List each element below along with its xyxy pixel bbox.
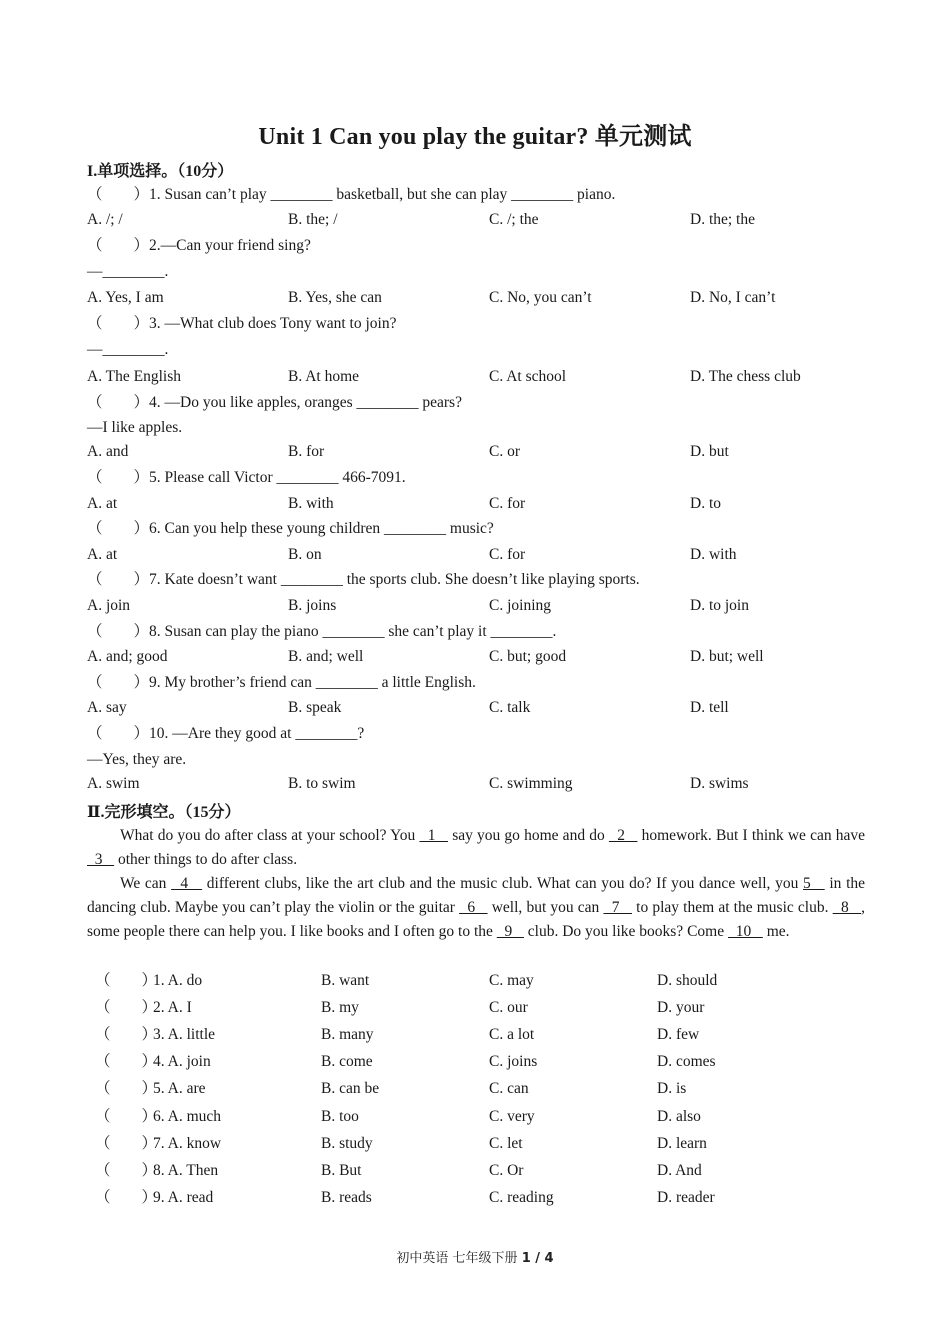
answer-bracket[interactable]: （ ） xyxy=(95,972,158,989)
question-stem: 5. Please call Victor ________ 466-7091. xyxy=(149,469,406,486)
option-b[interactable]: B. to swim xyxy=(288,775,356,792)
question-stem: 3. —What club does Tony want to join? xyxy=(149,315,397,332)
option-a[interactable]: A. /; / xyxy=(87,211,123,228)
option-d[interactable]: D. tell xyxy=(690,699,729,716)
option-c[interactable]: C. swimming xyxy=(489,775,573,792)
cloze-paragraph-2 xyxy=(87,872,865,945)
question-2 xyxy=(87,236,311,256)
question-stem: 2.—Can your friend sing? xyxy=(149,237,311,254)
option-c[interactable]: C. but; good xyxy=(489,648,567,665)
blank-3: 3 xyxy=(87,851,115,869)
blank-9: 9 xyxy=(496,923,524,941)
question-10 xyxy=(87,724,364,744)
option-b[interactable]: B. Yes, she can xyxy=(288,289,382,306)
option-b[interactable]: B. on xyxy=(288,546,322,563)
answer-bracket[interactable]: （ ） xyxy=(87,237,150,254)
question-5 xyxy=(87,468,406,488)
options-row xyxy=(0,698,950,718)
blank-2: 2 xyxy=(608,827,638,844)
answer-bracket[interactable]: （ ） xyxy=(95,1026,158,1044)
option-d[interactable]: D. reader xyxy=(657,1188,715,1206)
passage-text: What do you do after class at your school? You xyxy=(120,827,420,844)
option-d[interactable]: D. with xyxy=(690,546,737,563)
question-7 xyxy=(87,570,640,590)
option-a[interactable]: A. The English xyxy=(87,368,181,385)
passage-text: We can xyxy=(120,875,172,892)
option-a[interactable]: A. and xyxy=(87,443,129,460)
option-c[interactable]: C. At school xyxy=(489,368,567,385)
answer-bracket[interactable]: （ ） xyxy=(95,999,158,1017)
answer-bracket[interactable]: （ ） xyxy=(95,1053,158,1071)
blank-5: 5 xyxy=(802,875,825,892)
option-a[interactable]: A. Yes, I am xyxy=(87,289,164,306)
page-footer xyxy=(0,1247,950,1266)
answer-bracket[interactable]: （ ） xyxy=(87,725,150,742)
cloze-question-3 xyxy=(0,1025,950,1045)
option-b[interactable]: B. for xyxy=(288,443,325,460)
option-c[interactable]: C. for xyxy=(489,546,526,563)
option-c[interactable]: C. or xyxy=(489,443,520,460)
passage-text: different clubs, like the art club and the music club. What can you do? If you dance well, you xyxy=(202,875,803,892)
cloze-question-1 xyxy=(0,971,950,991)
option-c[interactable]: C. reading xyxy=(489,1188,554,1206)
option-d[interactable]: D. to join xyxy=(690,597,749,614)
option-c[interactable]: C. joining xyxy=(489,597,552,614)
option-d[interactable]: D. but; well xyxy=(690,648,764,665)
answer-bracket[interactable]: （ ） xyxy=(95,1080,158,1098)
option-c[interactable]: C. our xyxy=(489,999,528,1017)
footer-label: 初中英语 七年级下册 xyxy=(396,1251,522,1266)
option-a[interactable]: A. say xyxy=(87,699,127,716)
answer-bracket[interactable]: （ ） xyxy=(87,571,150,588)
option-d[interactable]: D. few xyxy=(657,1026,700,1044)
passage-text: to play them at the music club. xyxy=(631,899,833,917)
cloze-question-5 xyxy=(0,1079,950,1099)
option-c[interactable]: C. No, you can’t xyxy=(489,289,592,306)
option-a[interactable]: 4. A. join xyxy=(153,1053,211,1071)
option-d[interactable]: D. The chess club xyxy=(690,368,801,385)
passage-text: club. Do you like books? Come xyxy=(523,923,728,941)
option-b[interactable]: B. study xyxy=(321,1134,373,1152)
answer-bracket[interactable]: （ ） xyxy=(95,1161,158,1179)
passage-text: in the dancing club. Maybe you can’t play the violin or the guitar xyxy=(87,875,866,917)
option-a[interactable]: 7. A. know xyxy=(153,1134,222,1152)
question-stem: 6. Can you help these young children ________ music? xyxy=(149,520,494,537)
options-row xyxy=(0,545,950,565)
passage-text: say you go home and do xyxy=(448,827,609,844)
question-response-line: —I like apples. xyxy=(87,419,183,436)
answer-bracket[interactable]: （ ） xyxy=(95,1188,158,1206)
option-d[interactable]: D. comes xyxy=(657,1053,716,1071)
options-row xyxy=(0,647,950,667)
options-row xyxy=(0,367,950,387)
option-d[interactable]: D. should xyxy=(657,972,718,989)
option-c[interactable]: C. very xyxy=(489,1107,535,1125)
blank-6: 6 xyxy=(459,899,488,917)
blank-10: 10 xyxy=(727,923,763,941)
option-d[interactable]: D. your xyxy=(657,999,705,1017)
option-b[interactable]: B. speak xyxy=(288,699,342,716)
option-a[interactable]: A. and; good xyxy=(87,648,168,665)
option-b[interactable]: B. reads xyxy=(321,1188,372,1206)
option-a[interactable]: 9. A. read xyxy=(153,1188,214,1206)
question-stem: 10. —Are they good at ________? xyxy=(149,725,365,742)
page-number: 1 / 4 xyxy=(521,1251,554,1266)
question-response-line: —Yes, they are. xyxy=(87,751,187,768)
option-c[interactable]: C. let xyxy=(489,1134,523,1152)
option-d[interactable]: D. learn xyxy=(657,1134,707,1152)
option-c[interactable]: C. for xyxy=(489,495,526,512)
option-d[interactable]: D. to xyxy=(690,495,721,512)
blank-8: 8 xyxy=(832,899,862,917)
option-b[interactable]: B. But xyxy=(321,1161,362,1179)
option-c[interactable]: C. can xyxy=(489,1080,529,1098)
cloze-question-4 xyxy=(0,1052,950,1072)
answer-bracket[interactable]: （ ） xyxy=(87,186,150,203)
option-c[interactable]: C. joins xyxy=(489,1053,538,1071)
question-stem: 8. Susan can play the piano ________ she can’t play it ________. xyxy=(149,623,557,640)
options-row xyxy=(0,774,950,794)
option-d[interactable]: D. the; the xyxy=(690,211,755,228)
option-d[interactable]: D. No, I can’t xyxy=(690,289,776,306)
options-row xyxy=(0,494,950,514)
option-b[interactable]: B. the; / xyxy=(288,211,338,228)
option-b[interactable]: B. and; well xyxy=(288,648,364,665)
question-8 xyxy=(87,622,556,642)
section-heading-cloze: Ⅱ.完形填空。（15分） xyxy=(87,804,241,821)
blank-7: 7 xyxy=(603,899,632,917)
question-stem: 7. Kate doesn’t want ________ the sports club. She doesn’t like playing sports. xyxy=(149,571,640,588)
page-title: Unit 1 Can you play the guitar? 单元测试 xyxy=(258,124,692,150)
question-stem: 9. My brother’s friend can ________ a little English. xyxy=(149,674,476,691)
option-a[interactable]: 2. A. I xyxy=(153,999,192,1017)
option-b[interactable]: B. At home xyxy=(288,368,360,385)
answer-bracket[interactable]: （ ） xyxy=(87,469,150,486)
question-stem: 1. Susan can’t play ________ basketball, but she can play ________ piano. xyxy=(149,186,616,203)
option-a[interactable]: 3. A. little xyxy=(153,1026,215,1044)
cloze-question-9 xyxy=(0,1188,950,1208)
option-d[interactable]: D. And xyxy=(657,1161,702,1179)
passage-text: me. xyxy=(762,923,790,941)
option-b[interactable]: B. with xyxy=(288,495,334,512)
option-b[interactable]: B. joins xyxy=(288,597,337,614)
option-b[interactable]: B. can be xyxy=(321,1080,380,1098)
passage-text: well, but you can xyxy=(487,899,604,917)
answer-bracket[interactable]: （ ） xyxy=(95,1107,158,1125)
option-c[interactable]: C. talk xyxy=(489,699,531,716)
options-row xyxy=(0,288,950,308)
answer-bracket[interactable]: （ ） xyxy=(87,623,150,640)
option-c[interactable]: C. may xyxy=(489,972,534,989)
answer-bracket[interactable]: （ ） xyxy=(87,520,150,537)
option-d[interactable]: D. swims xyxy=(690,775,749,792)
option-b[interactable]: B. want xyxy=(321,972,370,989)
option-b[interactable]: B. come xyxy=(321,1053,373,1071)
blank-1: 1 xyxy=(419,827,449,844)
section-heading-single-choice: I.单项选择。（10分） xyxy=(87,163,234,180)
option-c[interactable]: C. /; the xyxy=(489,211,539,228)
cloze-paragraph-1 xyxy=(87,824,865,872)
question-3 xyxy=(87,314,396,334)
options-row xyxy=(0,210,950,230)
option-b[interactable]: B. too xyxy=(321,1107,359,1125)
option-a[interactable]: A. at xyxy=(87,546,118,563)
answer-bracket[interactable]: （ ） xyxy=(87,674,150,691)
question-stem: 4. —Do you like apples, oranges ________ pears? xyxy=(149,394,462,411)
cloze-question-7 xyxy=(0,1134,950,1154)
question-response-line: —________. xyxy=(87,341,169,358)
option-a[interactable]: A. at xyxy=(87,495,118,512)
options-row xyxy=(0,442,950,462)
option-a[interactable]: 8. A. Then xyxy=(153,1161,219,1179)
answer-bracket[interactable]: （ ） xyxy=(87,394,150,411)
passage-text: other things to do after class. xyxy=(114,851,298,869)
passage-text: , some people there can help you. I like books and I often go to the xyxy=(87,899,866,941)
option-d[interactable]: D. also xyxy=(657,1107,701,1125)
option-a[interactable]: A. join xyxy=(87,597,131,614)
option-d[interactable]: D. but xyxy=(690,443,729,460)
question-6 xyxy=(87,519,494,539)
option-a[interactable]: A. swim xyxy=(87,775,140,792)
question-4 xyxy=(87,393,462,413)
question-1 xyxy=(87,185,615,205)
option-b[interactable]: B. many xyxy=(321,1026,374,1044)
option-c[interactable]: C. a lot xyxy=(489,1026,535,1044)
option-b[interactable]: B. my xyxy=(321,999,359,1017)
answer-bracket[interactable]: （ ） xyxy=(87,315,150,332)
answer-bracket[interactable]: （ ） xyxy=(95,1134,158,1152)
passage-text: homework. But I think we can have xyxy=(637,827,866,844)
question-9 xyxy=(87,673,476,693)
blank-4: 4 xyxy=(171,875,203,892)
options-row xyxy=(0,596,950,616)
cloze-question-6 xyxy=(0,1107,950,1127)
option-c[interactable]: C. Or xyxy=(489,1161,524,1179)
option-a[interactable]: 6. A. much xyxy=(153,1107,222,1125)
cloze-question-8 xyxy=(0,1161,950,1181)
option-d[interactable]: D. is xyxy=(657,1080,687,1098)
option-a[interactable]: 5. A. are xyxy=(153,1080,206,1098)
question-response-line: —________. xyxy=(87,263,169,280)
option-a[interactable]: 1. A. do xyxy=(153,972,203,989)
cloze-question-2 xyxy=(0,998,950,1018)
